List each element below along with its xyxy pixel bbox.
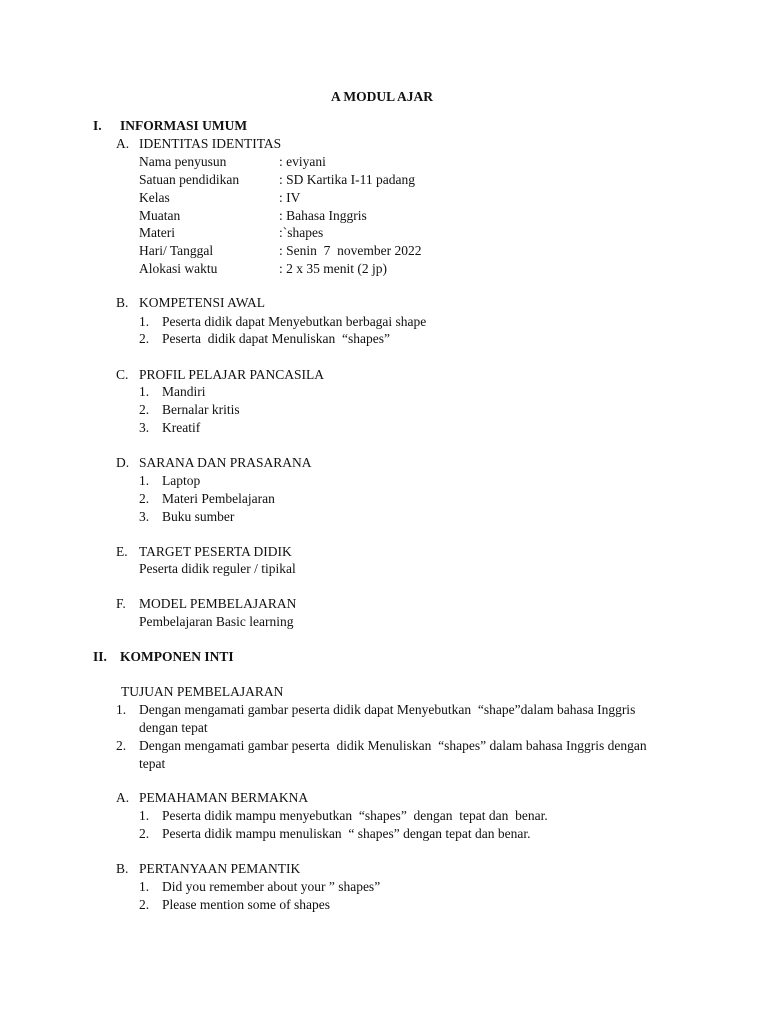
subsection-f-text: Pembelajaran Basic learning xyxy=(139,614,294,629)
list-item: Peserta didik dapat Menyebutkan berbagai shape xyxy=(162,314,427,329)
subsection-c-letter: C. xyxy=(116,367,129,382)
subsection-2b-letter: B. xyxy=(116,861,129,876)
identity-label: Nama penyusun xyxy=(139,154,227,169)
subsection-2a-title: PEMAHAMAN BERMAKNA xyxy=(139,790,309,805)
subsection-e-title: TARGET PESERTA DIDIK xyxy=(139,544,292,559)
list-item: Peserta didik dapat Menuliskan “shapes” xyxy=(162,331,390,346)
list-item-number: 1. xyxy=(139,473,150,488)
list-item: Buku sumber xyxy=(162,509,235,524)
list-item-number: 2. xyxy=(139,402,150,417)
list-item: Bernalar kritis xyxy=(162,402,240,417)
identity-value: : Bahasa Inggris xyxy=(279,208,367,223)
list-item-number: 2. xyxy=(139,491,150,506)
list-item-number: 3. xyxy=(139,509,150,524)
list-item-number: 1. xyxy=(116,702,127,717)
section-2-title: KOMPONEN INTI xyxy=(120,649,234,664)
list-item-number: 2. xyxy=(139,897,150,912)
subsection-2b-title: PERTANYAAN PEMANTIK xyxy=(139,861,301,876)
list-item-number: 2. xyxy=(116,738,127,753)
identity-label: Satuan pendidikan xyxy=(139,172,240,187)
subsection-e-letter: E. xyxy=(116,544,128,559)
subsection-2a-letter: A. xyxy=(116,790,130,805)
list-item: Please mention some of shapes xyxy=(162,897,330,912)
list-item-continuation: dengan tepat xyxy=(139,720,208,735)
subsection-d-title: SARANA DAN PRASARANA xyxy=(139,455,312,470)
section-1-number: I. xyxy=(93,118,102,133)
identity-label: Muatan xyxy=(139,208,181,223)
list-item-number: 1. xyxy=(139,314,150,329)
list-item-number: 2. xyxy=(139,331,150,346)
identity-label: Hari/ Tanggal xyxy=(139,243,214,258)
identity-value: : 2 x 35 menit (2 jp) xyxy=(279,261,387,276)
subsection-b-letter: B. xyxy=(116,295,129,310)
identity-value: : Senin 7 november 2022 xyxy=(279,243,422,258)
subsection-a-letter: A. xyxy=(116,136,130,151)
subsection-f-title: MODEL PEMBELAJARAN xyxy=(139,596,297,611)
section-1-title: INFORMASI UMUM xyxy=(120,118,248,133)
list-item-number: 1. xyxy=(139,879,150,894)
list-item: Dengan mengamati gambar peserta didik dapat Menyebutkan “shape”dalam bahasa Inggris xyxy=(139,702,636,717)
identity-value: :`shapes xyxy=(279,225,324,240)
document-title: A MODUL AJAR xyxy=(331,89,434,104)
identity-label: Materi xyxy=(139,225,175,240)
list-item: Did you remember about your ” shapes” xyxy=(162,879,381,894)
list-item: Peserta didik mampu menuliskan “ shapes” dengan tepat dan benar. xyxy=(162,826,531,841)
identity-value: : eviyani xyxy=(279,154,326,169)
subsection-d-letter: D. xyxy=(116,455,130,470)
subsection-e-text: Peserta didik reguler / tipikal xyxy=(139,561,296,576)
identity-label: Kelas xyxy=(139,190,170,205)
section-2-number: II. xyxy=(93,649,107,664)
identity-value: : IV xyxy=(279,190,301,205)
identity-value: : SD Kartika I-11 padang xyxy=(279,172,415,187)
list-item-number: 3. xyxy=(139,420,150,435)
subsection-c-title: PROFIL PELAJAR PANCASILA xyxy=(139,367,325,382)
subsection-a-title: IDENTITAS IDENTITAS xyxy=(139,136,282,151)
list-item-number: 2. xyxy=(139,826,150,841)
list-item: Laptop xyxy=(162,473,201,488)
list-item: Dengan mengamati gambar peserta didik Menuliskan “shapes” dalam bahasa Inggris dengan xyxy=(139,738,647,753)
subsection-b-title: KOMPETENSI AWAL xyxy=(139,295,266,310)
subsection-f-letter: F. xyxy=(116,596,126,611)
list-item: Kreatif xyxy=(162,420,201,435)
identity-label: Alokasi waktu xyxy=(139,261,218,276)
tujuan-title: TUJUAN PEMBELAJARAN xyxy=(121,684,284,699)
list-item-continuation: tepat xyxy=(139,756,166,771)
list-item-number: 1. xyxy=(139,808,150,823)
list-item: Mandiri xyxy=(162,384,206,399)
list-item: Materi Pembelajaran xyxy=(162,491,275,506)
list-item: Peserta didik mampu menyebutkan “shapes” dengan tepat dan benar. xyxy=(162,808,548,823)
list-item-number: 1. xyxy=(139,384,150,399)
